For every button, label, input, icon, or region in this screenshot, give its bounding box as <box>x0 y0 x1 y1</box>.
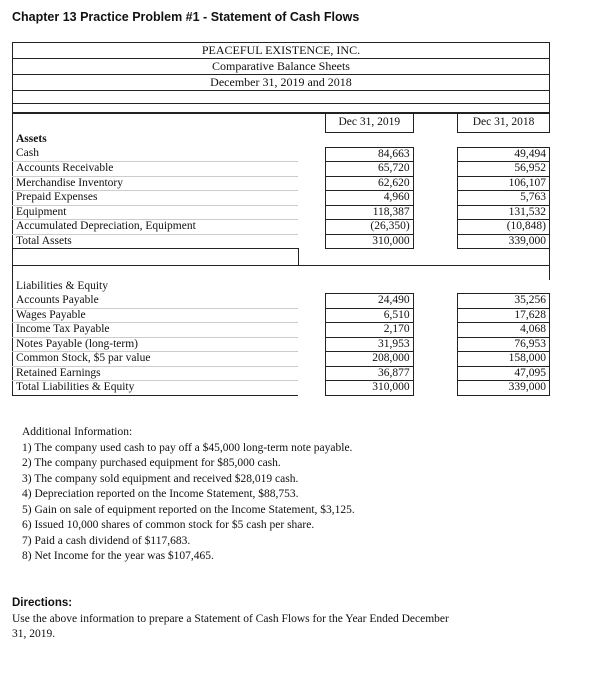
row-value-2019: 31,953 <box>325 337 413 352</box>
list-item: 1) The company used cash to pay off a $45,000 long-term note payable. <box>22 441 353 454</box>
list-item: 4) Depreciation reported on the Income Statement, $88,753. <box>22 488 299 500</box>
row-value-2019: 118,387 <box>325 205 413 220</box>
table-row <box>13 323 550 338</box>
total-assets-label: Total Assets <box>13 234 299 249</box>
row-label: Equipment <box>13 205 299 220</box>
row-label: Wages Payable <box>13 308 299 323</box>
table-row <box>13 205 550 220</box>
row-value-2019: 208,000 <box>325 352 413 367</box>
row-value-2018: 47,095 <box>458 366 550 381</box>
row-value-2019: 24,490 <box>325 294 413 309</box>
row-label: Prepaid Expenses <box>13 191 299 206</box>
row-value-2019: 62,620 <box>325 176 413 191</box>
row-label: Accumulated Depreciation, Equipment <box>13 220 299 235</box>
table-row <box>13 337 550 352</box>
liabilities-heading: Liabilities & Equity <box>13 280 299 294</box>
liabilities-rows <box>13 294 550 381</box>
table-row <box>13 191 550 206</box>
assets-rows <box>13 147 550 234</box>
statement-name: Comparative Balance Sheets <box>13 59 549 75</box>
column-2018: Dec 31, 2018 <box>458 114 550 133</box>
column-2019: Dec 31, 2019 <box>325 114 413 133</box>
row-label: Accounts Receivable <box>13 162 299 177</box>
row-value-2018: 5,763 <box>458 191 550 206</box>
row-value-2019: 36,877 <box>325 366 413 381</box>
page-title: Chapter 13 Practice Problem #1 - Statement of Cash Flows <box>12 10 360 24</box>
sheet-header <box>12 42 550 91</box>
row-value-2019: 4,960 <box>325 191 413 206</box>
balance-sheet <box>12 42 550 396</box>
row-value-2019: 65,720 <box>325 162 413 177</box>
total-liabilities-label: Total Liabilities & Equity <box>13 381 299 396</box>
row-value-2018: 158,000 <box>458 352 550 367</box>
liabilities-heading-row <box>13 280 550 294</box>
blank-row-2 <box>13 266 550 280</box>
row-value-2019: 6,510 <box>325 308 413 323</box>
table-row <box>13 308 550 323</box>
assets-heading-row <box>13 133 550 148</box>
row-value-2018: 17,628 <box>458 308 550 323</box>
directions <box>12 596 452 643</box>
additional-items <box>22 441 355 565</box>
row-value-2018: 106,107 <box>458 176 550 191</box>
total-liabilities-2019: 310,000 <box>325 381 413 396</box>
table-row <box>13 294 550 309</box>
row-value-2019: 2,170 <box>325 323 413 338</box>
blank-row <box>13 249 550 266</box>
table-row <box>13 220 550 235</box>
total-liabilities-row <box>13 381 550 396</box>
table-row <box>13 366 550 381</box>
row-value-2018: 4,068 <box>458 323 550 338</box>
row-value-2018: 131,532 <box>458 205 550 220</box>
list-item: 7) Paid a cash dividend of $117,683. <box>22 534 191 547</box>
directions-text: Use the above information to prepare a Statement of Cash Flows for the Year Ended December 31, 2019. <box>12 612 449 640</box>
list-item: 2) The company purchased equipment for $85,000 cash. <box>22 457 281 469</box>
list-item: 5) Gain on sale of equipment reported on the Income Statement, $3,125. <box>22 503 355 516</box>
row-label: Common Stock, $5 par value <box>13 352 299 367</box>
row-value-2018: (10,848) <box>458 220 550 235</box>
total-liabilities-2018: 339,000 <box>458 381 550 396</box>
column-header-row <box>13 114 550 133</box>
additional-information <box>22 425 355 565</box>
row-value-2018: 49,494 <box>458 147 550 162</box>
table-row <box>13 352 550 367</box>
table-row <box>13 147 550 162</box>
row-label: Accounts Payable <box>13 294 299 309</box>
table-row <box>13 176 550 191</box>
header-spacer-2 <box>12 104 550 113</box>
assets-heading: Assets <box>13 133 299 148</box>
row-value-2018: 35,256 <box>458 294 550 309</box>
list-item: 6) Issued 10,000 shares of common stock for $5 cash per share. <box>22 519 315 531</box>
list-item: 8) Net Income for the year was $107,465. <box>22 550 214 562</box>
row-value-2019: 84,663 <box>325 147 413 162</box>
row-label: Income Tax Payable <box>13 323 299 338</box>
header-spacer <box>12 91 550 104</box>
row-value-2019: (26,350) <box>325 220 413 235</box>
additional-heading: Additional Information: <box>22 426 133 438</box>
row-label: Merchandise Inventory <box>13 176 299 191</box>
list-item: 3) The company sold equipment and received $28,019 cash. <box>22 472 299 485</box>
total-assets-2019: 310,000 <box>325 234 413 249</box>
directions-heading: Directions: <box>12 597 73 609</box>
row-label: Retained Earnings <box>13 366 299 381</box>
total-assets-2018: 339,000 <box>458 234 550 249</box>
row-label: Notes Payable (long-term) <box>13 337 299 352</box>
table-row <box>13 162 550 177</box>
statement-date: December 31, 2019 and 2018 <box>13 75 549 91</box>
row-value-2018: 76,953 <box>458 337 550 352</box>
row-value-2018: 56,952 <box>458 162 550 177</box>
total-assets-row <box>13 234 550 249</box>
row-label: Cash <box>13 147 299 162</box>
balance-table <box>12 113 550 396</box>
company-name: PEACEFUL EXISTENCE, INC. <box>13 43 549 59</box>
